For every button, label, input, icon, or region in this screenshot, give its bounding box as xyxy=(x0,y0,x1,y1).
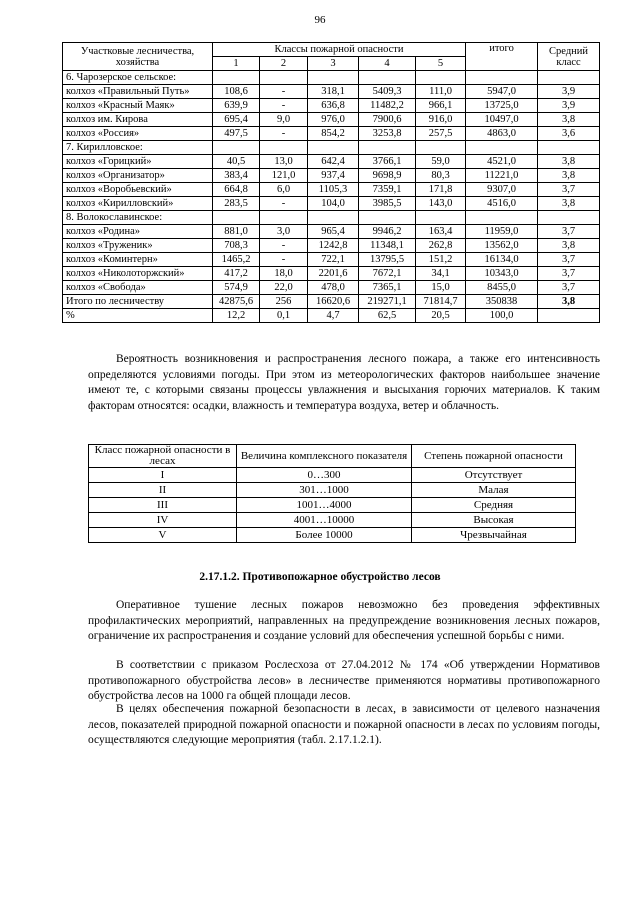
empty-cell xyxy=(213,71,260,85)
cell-c2: 121,0 xyxy=(260,169,308,183)
cell-c4: 11482,2 xyxy=(359,99,416,113)
paragraph-weather-text: Вероятность возникновения и распространения лесного пожара, а также его интенсивность определяются условиями погоды. При этом из метеорологических факторов наибольшее значение имеют те, с которыми связаны процессы увлажнения и высыхания горючих материалов. К таким факторам относятся: осадки, влажность и температура воздуха, ветер и облачность. xyxy=(88,353,600,412)
empty-cell xyxy=(538,211,600,225)
cell-c3: 636,8 xyxy=(308,99,359,113)
header-hazard-class: Класс пожарной опасности в лесах xyxy=(89,445,237,468)
paragraph-order-text: В соответствии с приказом Рослесхоза от 27.04.2012 № 174 «Об утверждении Нормативов противопожарного обустройства лесов» в лесничестве применяются нормативы противопожарного обустройства лесов на 1000 га общей площади лесов. xyxy=(88,659,600,702)
cell-total: 10497,0 xyxy=(466,113,538,127)
table-row xyxy=(63,295,600,309)
hazard-degree-table xyxy=(88,444,576,543)
page-number: 96 xyxy=(314,14,326,26)
cell-c2: - xyxy=(260,239,308,253)
header-class-4: 4 xyxy=(359,57,416,71)
cell-c5: 71814,7 xyxy=(416,295,466,309)
cell-c5: 34,1 xyxy=(416,267,466,281)
cell-total: 4516,0 xyxy=(466,197,538,211)
empty-cell xyxy=(359,141,416,155)
section-row xyxy=(63,141,600,155)
cell-total: 5947,0 xyxy=(466,85,538,99)
empty-cell xyxy=(538,141,600,155)
cell-total: 8455,0 xyxy=(466,281,538,295)
index-cell: 1001…4000 xyxy=(237,498,412,513)
empty-cell xyxy=(359,71,416,85)
empty-cell xyxy=(466,71,538,85)
cell-c4: 3253,8 xyxy=(359,127,416,141)
cell-total: 9307,0 xyxy=(466,183,538,197)
cell-c2: - xyxy=(260,85,308,99)
row-name: колхоз «Родина» xyxy=(63,225,213,239)
table-row xyxy=(63,99,600,113)
cell-c5: 143,0 xyxy=(416,197,466,211)
cell-avg: 3,7 xyxy=(538,253,600,267)
cell-c1: 283,5 xyxy=(213,197,260,211)
cell-c5: 262,8 xyxy=(416,239,466,253)
row-name: колхоз «Коминтерн» xyxy=(63,253,213,267)
empty-cell xyxy=(416,141,466,155)
header-class-5: 5 xyxy=(416,57,466,71)
cell-c2: - xyxy=(260,99,308,113)
class-cell: IV xyxy=(89,513,237,528)
cell-c5: 59,0 xyxy=(416,155,466,169)
section-name: 6. Чарозерское сельское: xyxy=(63,71,213,85)
table-row xyxy=(63,155,600,169)
degree-cell: Малая xyxy=(412,483,576,498)
empty-cell xyxy=(416,211,466,225)
degree-cell: Высокая xyxy=(412,513,576,528)
cell-c3: 104,0 xyxy=(308,197,359,211)
cell-c2: 18,0 xyxy=(260,267,308,281)
cell-c5: 20,5 xyxy=(416,309,466,323)
cell-c1: 574,9 xyxy=(213,281,260,295)
empty-cell xyxy=(466,141,538,155)
row-name: колхоз «Кирилловский» xyxy=(63,197,213,211)
cell-c1: 42875,6 xyxy=(213,295,260,309)
empty-cell xyxy=(260,71,308,85)
cell-total: 11959,0 xyxy=(466,225,538,239)
cell-c2: - xyxy=(260,197,308,211)
cell-c1: 695,4 xyxy=(213,113,260,127)
cell-c5: 15,0 xyxy=(416,281,466,295)
cell-total: 100,0 xyxy=(466,309,538,323)
table-row xyxy=(63,183,600,197)
table-row xyxy=(63,85,600,99)
cell-avg: 3,8 xyxy=(538,197,600,211)
row-name: колхоз «Правильный Путь» xyxy=(63,85,213,99)
class-cell: II xyxy=(89,483,237,498)
empty-cell xyxy=(538,71,600,85)
cell-c1: 40,5 xyxy=(213,155,260,169)
cell-c1: 497,5 xyxy=(213,127,260,141)
cell-total: 11221,0 xyxy=(466,169,538,183)
cell-avg: 3,7 xyxy=(538,267,600,281)
empty-cell xyxy=(213,211,260,225)
cell-c3: 1105,3 xyxy=(308,183,359,197)
table-row xyxy=(63,197,600,211)
cell-c1: 108,6 xyxy=(213,85,260,99)
cell-c4: 9946,2 xyxy=(359,225,416,239)
cell-c2: 6,0 xyxy=(260,183,308,197)
cell-c2: 9,0 xyxy=(260,113,308,127)
cell-c1: 1465,2 xyxy=(213,253,260,267)
cell-avg: 3,6 xyxy=(538,127,600,141)
cell-c4: 9698,9 xyxy=(359,169,416,183)
cell-c4: 7672,1 xyxy=(359,267,416,281)
paragraph-weather-conditions xyxy=(88,352,600,414)
cell-avg: 3,8 xyxy=(538,239,600,253)
table-row xyxy=(63,239,600,253)
cell-c4: 62,5 xyxy=(359,309,416,323)
row-name: колхоз им. Кирова xyxy=(63,113,213,127)
cell-avg: 3,8 xyxy=(538,155,600,169)
cell-c3: 937,4 xyxy=(308,169,359,183)
cell-c4: 7359,1 xyxy=(359,183,416,197)
degree-cell: Отсутствует xyxy=(412,468,576,483)
cell-c2: 256 xyxy=(260,295,308,309)
cell-c5: 916,0 xyxy=(416,113,466,127)
table-row xyxy=(63,225,600,239)
paragraph-order xyxy=(88,658,600,705)
cell-total: 16134,0 xyxy=(466,253,538,267)
cell-avg: 3,7 xyxy=(538,281,600,295)
index-cell: Более 10000 xyxy=(237,528,412,543)
header-forestry: Участковые лесничества, хозяйства xyxy=(63,43,213,71)
cell-c3: 642,4 xyxy=(308,155,359,169)
degree-cell: Средняя xyxy=(412,498,576,513)
table-row xyxy=(63,309,600,323)
cell-total: 350838 xyxy=(466,295,538,309)
table-row xyxy=(89,483,576,498)
cell-total: 13562,0 xyxy=(466,239,538,253)
empty-cell xyxy=(416,71,466,85)
table-row xyxy=(63,267,600,281)
paragraph-measures xyxy=(88,702,600,749)
cell-avg: 3,8 xyxy=(538,169,600,183)
table-row xyxy=(89,528,576,543)
cell-avg: 3,8 xyxy=(538,295,600,309)
cell-c3: 16620,6 xyxy=(308,295,359,309)
cell-total: 10343,0 xyxy=(466,267,538,281)
cell-total: 4863,0 xyxy=(466,127,538,141)
paragraph-prevention-text: Оперативное тушение лесных пожаров невозможно без проведения эффективных профилактических мероприятий, направленных на предупреждение возникновения лесных пожаров, ограничение их распространения и создание условий для обеспечения успешной борьбы с ними. xyxy=(88,599,600,642)
section-row xyxy=(63,71,600,85)
header-class-1: 1 xyxy=(213,57,260,71)
cell-c3: 976,0 xyxy=(308,113,359,127)
index-cell: 4001…10000 xyxy=(237,513,412,528)
cell-c3: 4,7 xyxy=(308,309,359,323)
cell-c5: 80,3 xyxy=(416,169,466,183)
empty-cell xyxy=(260,211,308,225)
cell-c4: 7900,6 xyxy=(359,113,416,127)
row-name: колхоз «Воробьевский» xyxy=(63,183,213,197)
cell-c3: 965,4 xyxy=(308,225,359,239)
row-name: % xyxy=(63,309,213,323)
table-row xyxy=(63,127,600,141)
cell-c3: 854,2 xyxy=(308,127,359,141)
row-name: колхоз «Николоторжский» xyxy=(63,267,213,281)
header-hazard-classes: Классы пожарной опасности xyxy=(213,43,466,57)
cell-c5: 163,4 xyxy=(416,225,466,239)
cell-c3: 318,1 xyxy=(308,85,359,99)
paragraph-prevention xyxy=(88,598,600,645)
empty-cell xyxy=(308,71,359,85)
cell-c2: 22,0 xyxy=(260,281,308,295)
cell-avg: 3,9 xyxy=(538,99,600,113)
empty-cell xyxy=(308,211,359,225)
table-row xyxy=(63,281,600,295)
cell-c2: 3,0 xyxy=(260,225,308,239)
cell-c5: 257,5 xyxy=(416,127,466,141)
cell-avg: 3,9 xyxy=(538,85,600,99)
cell-c1: 881,0 xyxy=(213,225,260,239)
cell-c5: 171,8 xyxy=(416,183,466,197)
cell-c1: 639,9 xyxy=(213,99,260,113)
cell-avg: 3,7 xyxy=(538,183,600,197)
header-complex-index: Величина комплексного показателя xyxy=(237,445,412,468)
row-name: колхоз «Красный Маяк» xyxy=(63,99,213,113)
paragraph-measures-text: В целях обеспечения пожарной безопасности в лесах, в зависимости от целевого назначения лесов, показателей природной пожарной опасности и пожарной опасности в лесах по условиям погоды, осуществляются следующие мероприятия (табл. 2.17.1.2.1). xyxy=(88,703,600,746)
section-row xyxy=(63,211,600,225)
header-class-3: 3 xyxy=(308,57,359,71)
empty-cell xyxy=(213,141,260,155)
class-cell: I xyxy=(89,468,237,483)
cell-avg: 3,7 xyxy=(538,225,600,239)
section-heading: 2.17.1.2. Противопожарное обустройство лесов xyxy=(199,571,441,583)
cell-c1: 417,2 xyxy=(213,267,260,281)
header-total: итого xyxy=(466,43,538,71)
table-row xyxy=(63,169,600,183)
empty-cell xyxy=(308,141,359,155)
index-cell: 301…1000 xyxy=(237,483,412,498)
cell-avg: 3,8 xyxy=(538,113,600,127)
cell-c3: 722,1 xyxy=(308,253,359,267)
header-hazard-degree: Степень пожарной опасности xyxy=(412,445,576,468)
cell-c4: 3766,1 xyxy=(359,155,416,169)
empty-cell xyxy=(260,141,308,155)
fire-hazard-class-table xyxy=(62,42,600,323)
class-cell: V xyxy=(89,528,237,543)
class-cell: III xyxy=(89,498,237,513)
table-row xyxy=(89,498,576,513)
cell-total: 4521,0 xyxy=(466,155,538,169)
cell-c1: 12,2 xyxy=(213,309,260,323)
section-name: 8. Волокославинское: xyxy=(63,211,213,225)
cell-c4: 219271,1 xyxy=(359,295,416,309)
cell-c2: - xyxy=(260,253,308,267)
cell-total: 13725,0 xyxy=(466,99,538,113)
index-cell: 0…300 xyxy=(237,468,412,483)
cell-c4: 3985,5 xyxy=(359,197,416,211)
cell-c5: 966,1 xyxy=(416,99,466,113)
cell-c4: 11348,1 xyxy=(359,239,416,253)
cell-c4: 5409,3 xyxy=(359,85,416,99)
table-row xyxy=(89,468,576,483)
cell-c1: 383,4 xyxy=(213,169,260,183)
table-row xyxy=(63,113,600,127)
empty-cell xyxy=(466,211,538,225)
table-row xyxy=(89,513,576,528)
row-name: колхоз «Свобода» xyxy=(63,281,213,295)
row-name: колхоз «Организатор» xyxy=(63,169,213,183)
cell-c1: 664,8 xyxy=(213,183,260,197)
row-name: колхоз «Горицкий» xyxy=(63,155,213,169)
cell-c3: 2201,6 xyxy=(308,267,359,281)
cell-avg xyxy=(538,309,600,323)
empty-cell xyxy=(359,211,416,225)
cell-c4: 13795,5 xyxy=(359,253,416,267)
cell-c5: 111,0 xyxy=(416,85,466,99)
cell-c2: 13,0 xyxy=(260,155,308,169)
row-name: колхоз «Россия» xyxy=(63,127,213,141)
cell-c5: 151,2 xyxy=(416,253,466,267)
header-average-class: Средний класс xyxy=(538,43,600,71)
cell-c3: 1242,8 xyxy=(308,239,359,253)
cell-c1: 708,3 xyxy=(213,239,260,253)
cell-c2: 0,1 xyxy=(260,309,308,323)
row-name: колхоз «Труженик» xyxy=(63,239,213,253)
section-name: 7. Кирилловское: xyxy=(63,141,213,155)
cell-c3: 478,0 xyxy=(308,281,359,295)
cell-c2: - xyxy=(260,127,308,141)
table-row xyxy=(63,253,600,267)
cell-c4: 7365,1 xyxy=(359,281,416,295)
header-class-2: 2 xyxy=(260,57,308,71)
degree-cell: Чрезвычайная xyxy=(412,528,576,543)
row-name: Итого по лесничеству xyxy=(63,295,213,309)
